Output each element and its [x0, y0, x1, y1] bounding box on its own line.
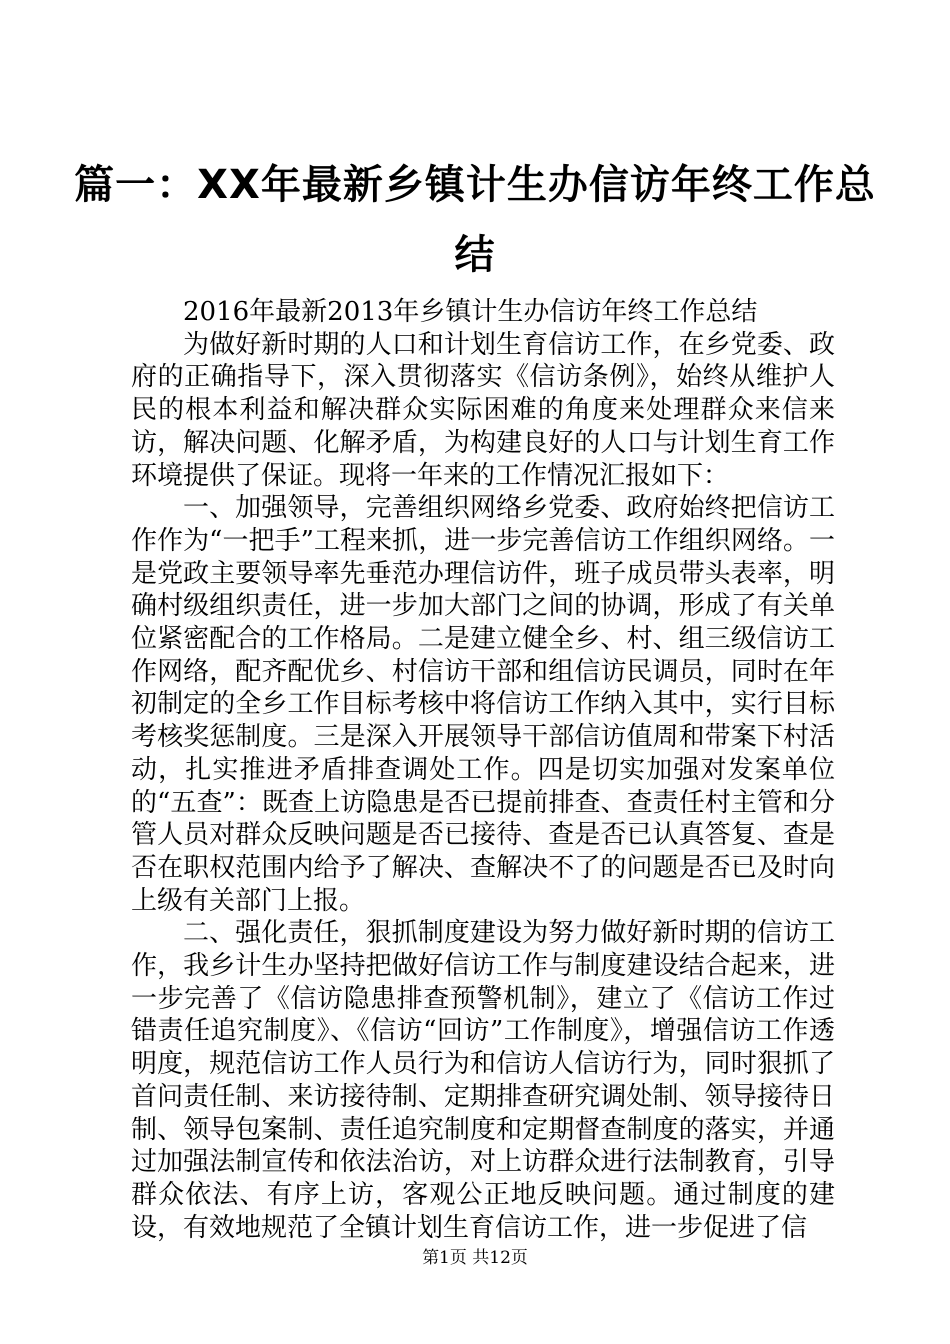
paragraph-intro: 为做好新时期的人口和计划生育信访工作，在乡党委、政府的正确指导下，深入贯彻落实《信访条例》，始终从维护人民的根本利益和解决群众实际困难的角度来处理群众来信来访，解决问题、化解矛盾，为构建良好的人口与计划生育工作环境提供了保证。现将一年来的工作情况汇报如下： [131, 329, 835, 491]
page-footer: 第1页 共12页 [422, 1248, 528, 1268]
paragraph-subtitle: 2016年最新2013年乡镇计生办信访年终工作总结 [183, 297, 758, 327]
paragraph-section-one: 一、加强领导，完善组织网络乡党委、政府始终把信访工作作为“一把手”工程来抓，进一步完善信访工作组织网络。一是党政主要领导率先垂范办理信访件，班子成员带头表率，明确村级组织责任，进一步加大部门之间的协调，形成了有关单位紧密配合的工作格局。二是建立健全乡、村、组三级信访工作网络，配齐配优乡、村信访干部和组信访民调员，同时在年初制定的全乡工作目标考核中将信访工作纳入其中，实行目标考核奖惩制度。三是深入开展领导干部信访值周和带案下村活动，扎实推进矛盾排查调处工作。四是切实加强对发案单位的“五查”：既查上访隐患是否已提前排查、查责任村主管和分管人员对群众反映问题是否已接待、查是否已认真答复、查是否在职权范围内给予了解决、查解决不了的问题是否已及时向上级有关部门上报。 [131, 493, 835, 916]
document-body [131, 296, 835, 1244]
document-title: 篇一：XX年最新乡镇计生办信访年终工作总结 [74, 162, 876, 278]
paragraph-section-two: 二、强化责任，狠抓制度建设为努力做好新时期的信访工作，我乡计生办坚持把做好信访工作与制度建设结合起来，进一步完善了《信访隐患排查预警机制》，建立了《信访工作过错责任追究制度》、《信访“回访”工作制度》，增强信访工作透明度，规范信访工作人员行为和信访人信访行为，同时狠抓了首问责任制、来访接待制、定期排查研究调处制、领导接待日制、领导包案制、责任追究制度和定期督查制度的落实，并通过加强法制宣传和依法治访，对上访群众进行法制教育，引导群众依法、有序上访，客观公正地反映问题。通过制度的建设，有效地规范了全镇计划生育信访工作，进一步促进了信 [131, 918, 835, 1243]
